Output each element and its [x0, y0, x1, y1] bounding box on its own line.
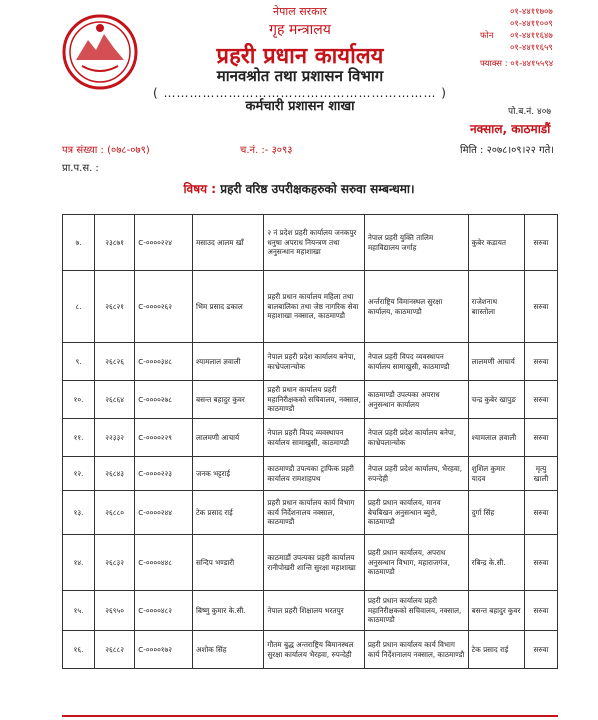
cell-rep: कुबेर कडायत [468, 215, 524, 271]
cell-from: नेपाल प्रहरी शिक्षालय भरतपुर [264, 591, 364, 631]
phone-row: ०१-४४११७०७ [510, 7, 553, 17]
cell-from: काठमाडौं उपत्यका प्रहरी कार्यालय रानीपोखरी शान्ति सुरक्षा महाशाखा [264, 535, 364, 591]
bottom-rule [62, 715, 558, 717]
cell-from: नेपाल प्रहरी विपद व्यवस्थापन कार्यालय सामाखुसी, काठमाण्डौ [264, 419, 364, 457]
cell-from: प्रहरी प्रधान कार्यालय प्रहरी महानिरीक्षकको सचिवालय, नक्साल, काठमाण्डौ [264, 381, 364, 419]
cell-sn: ११. [63, 419, 95, 457]
cell-to: प्रहरी प्रधान कार्यालय कार्य विभाग कार्य निर्देशनालय नक्साल, काठमाण्डौ [364, 631, 468, 669]
cell-status: सरुवा [525, 419, 558, 457]
cell-name: जनक भट्टराई [192, 457, 263, 491]
cell-status: सरुवा [525, 343, 558, 381]
cell-id: २६८२१ [95, 271, 135, 343]
subject-line [0, 180, 598, 197]
cell-id: २६८३२ [95, 535, 135, 591]
cell-status: सरुवा [525, 381, 558, 419]
cell-id: २६८४३ [95, 457, 135, 491]
cell-name: मसाउद आलम खाँ [192, 215, 263, 271]
cell-rep: राजेशनाथ बाास्तोला [468, 271, 524, 343]
po-box: पो.ब.नं. ४०७ [508, 107, 552, 117]
cell-id: २२३३२ [95, 419, 135, 457]
cell-sn: १४. [63, 535, 95, 591]
cell-id: २६९५० [95, 591, 135, 631]
table-row [63, 419, 558, 457]
cell-sn: ८. [63, 271, 95, 343]
cell-code: C-००००३४८ [135, 343, 193, 381]
cell-status: सरुवा [525, 535, 558, 591]
cell-id: २६८२६ [95, 343, 135, 381]
cell-from: काठमाण्डौ उपत्यका ट्राफिक प्रहरी कार्यालय रामशाहपथ [264, 457, 364, 491]
cell-from: प्रहरी प्रधान कार्यालय कार्य विभाग कार्य निर्देशनालय नक्साल, काठमाण्डौ [264, 491, 364, 535]
cell-id: २६८६४ [95, 381, 135, 419]
table-row [63, 631, 558, 669]
phone-row: फोन ०१-४४११६४७ [480, 31, 553, 41]
ministry-name: गृह मन्त्रालय [269, 22, 331, 38]
phone-row: ०१-४४११६५९ [510, 43, 553, 53]
transfer-table [62, 214, 558, 669]
department-name: मानवश्रोत तथा प्रशासन विभाग [216, 67, 384, 85]
cell-rep: टेक प्रसाद राई [468, 631, 524, 669]
table-row [63, 535, 558, 591]
office-name: प्रहरी प्रधान कार्यालय [216, 44, 384, 69]
dotted-line: ( ……………………………………………………… ) [153, 86, 447, 100]
cell-sn: ७. [63, 215, 95, 271]
nepal-emblem [62, 14, 138, 90]
cell-status: सरुवा [525, 491, 558, 535]
cell-rep: श्यामलाल ज्ञवाली [468, 419, 524, 457]
cell-name: टेक प्रसाद राई [192, 491, 263, 535]
letter-number: पत्र संख्या : (०७८-०७९) [62, 145, 150, 156]
cell-code: C-००००२२३ [135, 457, 193, 491]
pra-pa-sa-label: प्रा.प.स. : [62, 163, 99, 174]
cell-to: नेपाल प्रहरी प्रदेश कार्यालय, भैरहवा, रुपन्देही [364, 457, 468, 491]
cell-id: २६८८० [95, 491, 135, 535]
cell-code: C-००००४४८ [135, 535, 193, 591]
cell-rep: बसन्त बहादुर कुवर [468, 591, 524, 631]
subject-label: विषय : [183, 182, 217, 196]
cell-status: सरुवा [525, 591, 558, 631]
cell-sn: १६. [63, 631, 95, 669]
fax-number: फ्याक्स : ०१-४४१५५९४ [480, 59, 554, 69]
phone-list [480, 6, 553, 54]
cell-name: श्यामलाल ज्ञवाली [192, 343, 263, 381]
cell-status: मृत्यु खाली [525, 457, 558, 491]
cell-code: C-००००२२९ [135, 419, 193, 457]
cell-sn: ९. [63, 343, 95, 381]
table-row [63, 457, 558, 491]
cell-to: प्रहरी प्रधान कार्यालय प्रहरी महानिरीक्षकको सचिवालय, नक्साल, काठमाण्डौ [364, 591, 468, 631]
cell-to: नेपाल प्रहरी विपद व्यवस्थापन कार्यालय सामाखुसी, काठमाण्डौ [364, 343, 468, 381]
government-name: नेपाल सरकार [273, 5, 327, 18]
cell-code: C-००००१७२ [135, 631, 193, 669]
cell-status: सरुवा [525, 215, 558, 271]
cell-name: भिम प्रसाद ढकाल [192, 271, 263, 343]
dispatch-number: च.नं. :- ३०९३ [240, 145, 293, 156]
table-row [63, 381, 558, 419]
cell-sn: १०. [63, 381, 95, 419]
cell-sn: १३. [63, 491, 95, 535]
table-row [63, 271, 558, 343]
cell-rep: लालमणी आचार्य [468, 343, 524, 381]
table-row [63, 491, 558, 535]
cell-id: २३८७१ [95, 215, 135, 271]
phone-row: ०१-४४११००९ [510, 19, 553, 29]
cell-from: नेपाल प्रहरी प्रदेश कार्यालय बनेपा, काभ्रेपलान्चोक [264, 343, 364, 381]
table-row [63, 215, 558, 271]
cell-rep: दुर्गा सिंह [468, 491, 524, 535]
cell-code: C-००००२७८ [135, 381, 193, 419]
cell-sn: १५. [63, 591, 95, 631]
cell-sn: १२. [63, 457, 95, 491]
cell-to: काठमाण्डौ उपत्यका अपराध अनुसन्धान कार्यालय [364, 381, 468, 419]
table-row [63, 591, 558, 631]
cell-code: C-००००४८२ [135, 591, 193, 631]
cell-name: अशोक सिंह [192, 631, 263, 669]
cell-status: सरुवा [525, 631, 558, 669]
cell-code: C-००००२२४ [135, 215, 193, 271]
cell-code: C-००००२६२ [135, 271, 193, 343]
letter-date: मिति : २०७८।०९।२२ गते। [460, 145, 555, 156]
cell-id: २६८८२ [95, 631, 135, 669]
cell-name: बिष्णु कुमार के.सी. [192, 591, 263, 631]
cell-rep: शुशिल कुमार यादव [468, 457, 524, 491]
cell-to: नेपाल प्रहरी युक्ति तालिम महाविद्यालय जर्गाह [364, 215, 468, 271]
cell-from: गौतम बुद्ध अन्तराष्ट्रिय बिमानस्थल सुरक्षा कार्यालय भैरहवा, रुपन्देही [264, 631, 364, 669]
cell-from: २ नं प्रदेश प्रहरी कार्यालय जनकपुर धनुषा अपराध नियन्त्रण तथा अनुसन्धान महाशाखा [264, 215, 364, 271]
cell-from: प्रहरी प्रधान कार्यालय महिला तथा बालबालिका तथा जेष्ठ नागरिक सेवा महाशाखा नक्साल, काठमाण्डौ [264, 271, 364, 343]
cell-to: अर्न्तराष्ट्रिय विमानस्थल सुरक्षा कार्यालय, काठमाण्डौ [364, 271, 468, 343]
cell-rep: रबिन्द्र के.सी. [468, 535, 524, 591]
section-name: कर्मचारी प्रशासन शाखा [245, 99, 355, 114]
cell-to: प्रहरी प्रधान कार्यालय, मानव बेचबिखन अनुसन्धान ब्युरो, काठमाण्डौ [364, 491, 468, 535]
cell-to: नेपाल प्रहरी प्रदेश कार्यालय बनेपा, काभ्रेपलान्चोक [364, 419, 468, 457]
cell-name: सन्दिप भण्डारी [192, 535, 263, 591]
cell-to: प्रहरी प्रधान कार्यालय, अपराध अनुसन्धान विभाग, महाराजगंज, काठमाण्डौ [364, 535, 468, 591]
cell-name: बसन्त बहादुर कुवर [192, 381, 263, 419]
cell-rep: चन्द्र कुबेर खापुङ [468, 381, 524, 419]
cell-code: C-००००२४४ [135, 491, 193, 535]
subject-text: प्रहरी वरिष्ठ उपरीक्षकहरुको सरुवा सम्बन्धमा। [220, 182, 415, 196]
cell-name: लालमणी आचार्य [192, 419, 263, 457]
address: नक्साल, काठमाडौं [470, 122, 551, 136]
cell-status: सरुवा [525, 271, 558, 343]
table-row [63, 343, 558, 381]
